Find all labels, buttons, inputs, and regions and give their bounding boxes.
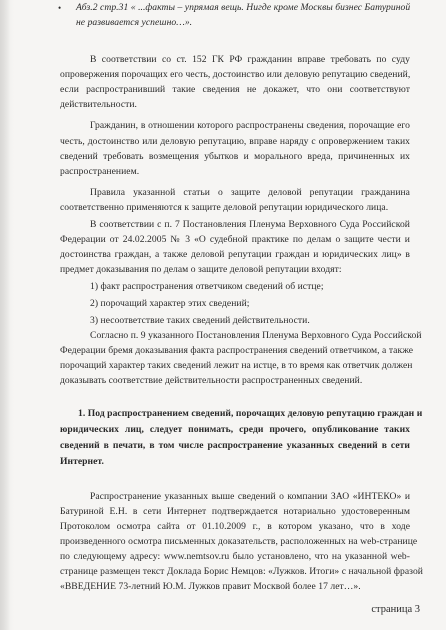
quote-line: Абз.2 стр.31 « ...факты – упрямая вещь. Нигде кроме Москвы бизнес Батуриной xyxy=(76,2,411,13)
paragraph-line: Протоколом осмотра сайта от 01.10.2009 г., в котором указано, что в ходе xyxy=(60,521,410,532)
list-item: 1) факт распространения ответчиком сведений об истце; xyxy=(90,281,324,292)
section-heading-line: сведений в печати, в том числе распространение указанных сведений в сети xyxy=(60,440,410,451)
paragraph-line: предмет доказывания по делам о защите деловой репутации входят: xyxy=(60,264,342,275)
paragraph-line: Батуриной Е.Н. в сети Интернет подтверждается нотариально удостоверенным xyxy=(60,506,410,517)
paragraph-line: В соответствии с п. 7 Постановления Пленума Верховного Суда Российской xyxy=(90,219,410,230)
paragraph-line: честь, достоинство или деловую репутацию, вправе наряду с опровержением таких xyxy=(60,136,410,147)
paragraph-line: опровержения порочащих его честь, достоинство или деловую репутацию сведений, xyxy=(60,69,411,80)
paragraph-line: В соответствии со ст. 152 ГК РФ гражданин вправе требовать по суду xyxy=(90,54,410,65)
paragraph-line: Федерации бремя доказывания факта распространения сведений ответчиком, а также xyxy=(60,345,414,356)
paragraph-line: Федерации от 24.02.2005 № 3 «О судебной практике по делам о защите чести и xyxy=(60,234,410,245)
paragraph-line: Гражданин, в отношении которого распространены сведения, порочащие его xyxy=(90,120,410,131)
list-item: 3) несоответствие таких сведений действительности. xyxy=(90,315,310,326)
paragraph-line: порочащий характер таких сведений лежит на истце, в то время как ответчик должен xyxy=(60,360,413,371)
paragraph-line: «ВВЕДЕНИЕ 73-летний Ю.М. Лужков правит Москвой более 17 лет…». xyxy=(60,581,361,592)
paragraph-line: сведений требовать возмещения убытков и морального вреда, причиненных их xyxy=(60,151,410,162)
section-heading-line: Интернет. xyxy=(60,456,104,467)
paragraph-line: соответственно применяются к защите деловой репутации юридического лица. xyxy=(60,202,389,213)
section-heading-line: юридических лиц, следует понимать, среди прочего, опубликование таких xyxy=(60,424,410,435)
paragraph-line: если распространивший такие сведения не докажет, что они соответствуют xyxy=(60,84,410,95)
section-heading-line: 1. Под распространением сведений, порочащих деловую репутацию граждан и xyxy=(78,408,423,419)
paragraph-line: распространением. xyxy=(60,166,140,177)
quote-line: не развивается успешно…». xyxy=(76,17,193,28)
paragraph-line: Согласно п. 9 указанного Постановления Пленума Верховного Суда Российской xyxy=(90,330,422,341)
paragraph-line: достоинства граждан, а также деловой репутации граждан и юридических лиц» в xyxy=(60,249,410,260)
bullet-icon: • xyxy=(58,3,62,13)
paragraph-line: Распространение указанных выше сведений о компании ЗАО «ИНТЕКО» и xyxy=(90,491,410,502)
paragraph-line: Правила указанной статьи о защите деловой репутации гражданина xyxy=(90,187,410,198)
paragraph-line: доказывать соответствие действительности распространенных сведений. xyxy=(60,375,363,386)
page-number: страница 3 xyxy=(371,604,420,615)
paragraph-line: странице размещен текст Доклада Борис Немцов: «Лужков. Итоги» с начальной фразой xyxy=(60,566,423,577)
paragraph-line: по следующему адресу: www.nemtsov.ru было установлено, что на указанной web- xyxy=(60,551,410,562)
paragraph-line: произведенного осмотра письменных доказательств, расположенных на web-странице xyxy=(60,536,418,547)
paragraph-line: действительности. xyxy=(60,99,138,110)
list-item: 2) порочащий характер этих сведений; xyxy=(90,298,250,309)
scan-edge-shadow xyxy=(0,0,10,630)
